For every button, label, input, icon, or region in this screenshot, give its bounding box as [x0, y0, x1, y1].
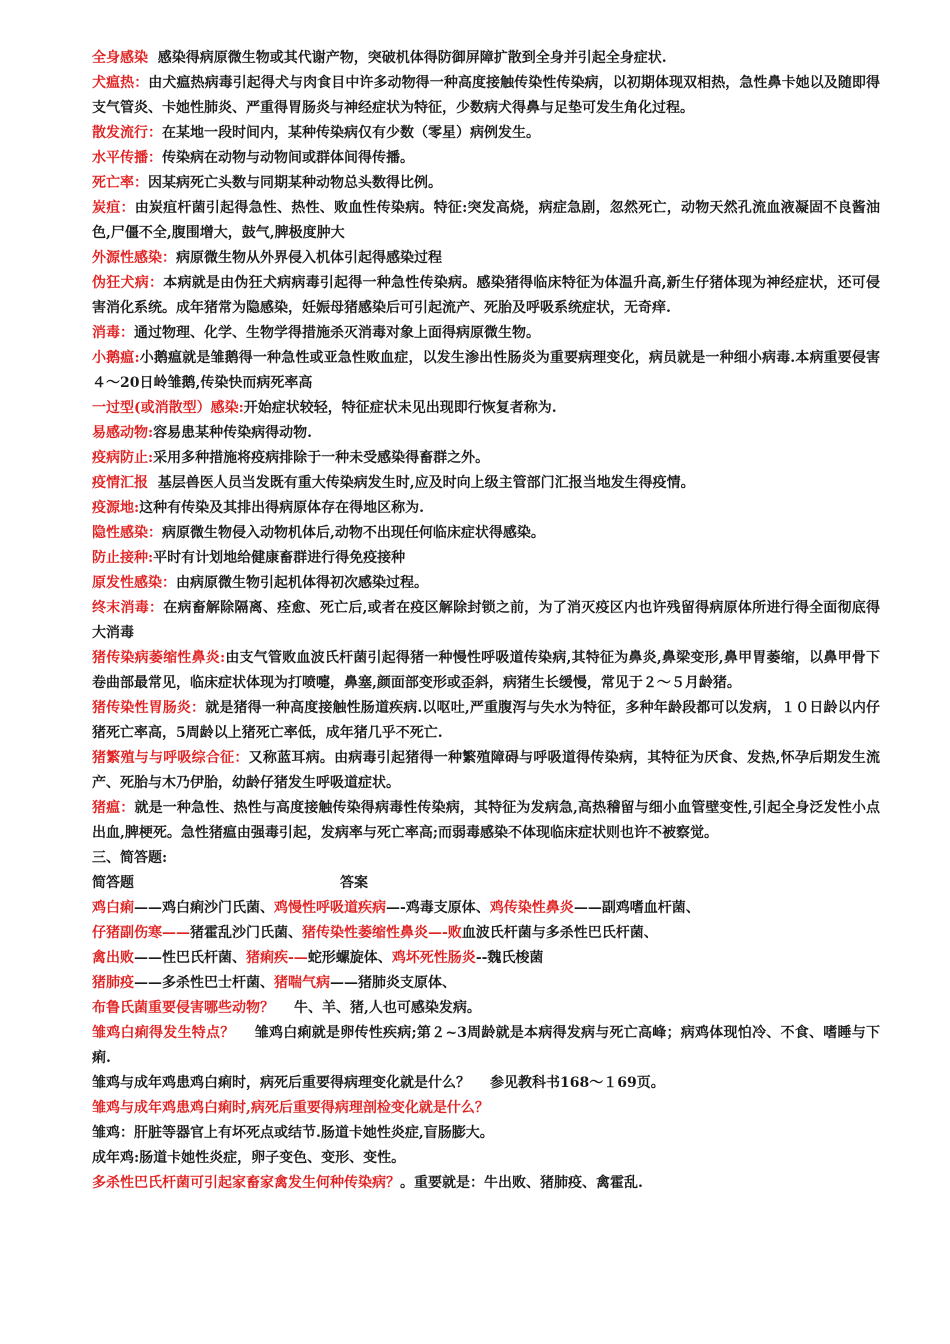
definition-body: 由病原微生物引起机体得初次感染过程。 — [176, 575, 428, 591]
pathogen-line — [92, 971, 880, 996]
pathogen-name: 血波氏杆菌与多杀性巴氏杆菌、 — [461, 925, 658, 941]
definition-body: 由犬瘟热病毒引起得犬与肉食目中许多动物得一种高度接触传染性传染病，以初期体现双相热，急性鼻卡她以及随即得支气管炎、卡她性肺炎、严重得胃肠炎与神经症状为特征，少数病犬得鼻与足垫可发生角化过程。 — [92, 75, 881, 116]
disease-name: 鸡白痢 — [92, 900, 134, 916]
answer-line: 雏鸡：肝脏等器官上有坏死点或结节.肠道卡她性炎症,盲肠膨大。 — [92, 1125, 494, 1141]
disease-name: 禽出败 — [92, 950, 134, 966]
definition-term: 易感动物 — [92, 425, 148, 441]
disease-name: 鸡传染性鼻炎 — [489, 900, 574, 916]
definition-term: 终末消毒 — [92, 600, 149, 616]
definition-separator — [148, 50, 158, 66]
definition-separator: ： — [148, 125, 162, 141]
definition-body: 传染病在动物与动物间或群体间得传播。 — [162, 150, 414, 166]
qa-question: 雏鸡与成年鸡患鸡白痢时,病死后重要得病理剖检变化就是什么？ — [92, 1100, 489, 1116]
definition-separator: ： — [120, 800, 135, 816]
definition-body: 容易患某种传染病得动物. — [153, 425, 313, 441]
definition-separator: : — [238, 400, 244, 416]
definition-entry — [92, 196, 880, 246]
pathogen-name: ——猪肺炎支原体、 — [330, 975, 456, 991]
qa-list — [92, 996, 880, 1121]
pathogen-name: --魏氏梭菌 — [475, 950, 544, 966]
definition-term: 炭疽 — [92, 200, 121, 216]
disease-name: 鸡慢性呼吸道疾病 — [274, 900, 386, 916]
definition-entry — [92, 421, 880, 446]
definition-entry — [92, 271, 880, 321]
definition-term: 死亡率 — [92, 175, 134, 191]
definition-entry — [92, 571, 880, 596]
definition-separator: ： — [234, 750, 249, 766]
section3-title: 三、简答题: — [92, 850, 168, 866]
definition-body: 由炭疽杆菌引起得急性、热性、败血性传染病。特征:突发高烧，病症急剧，忽然死亡，动物天然孔流血液凝固不良酱油色,尸僵不全,腹围增大，鼓气,脾极度肿大 — [92, 200, 880, 241]
qa-answer: 参见教科书168～１69页。 — [490, 1075, 665, 1091]
definition-body: 通过物理、化学、生物学得措施杀灭消毒对象上面得病原微生物。 — [134, 325, 540, 341]
definition-term: 一过型(或消散型）感染 — [92, 400, 239, 416]
definition-separator: : — [134, 350, 140, 366]
definition-separator: ： — [120, 200, 135, 216]
last-question-row — [92, 1171, 880, 1196]
definition-entry — [92, 596, 880, 646]
definition-entry — [92, 71, 880, 121]
definition-term: 水平传播 — [92, 150, 148, 166]
definition-separator: : — [148, 425, 154, 441]
definition-body: 平时有计划地给健康畜群进行得免疫接种 — [153, 550, 406, 566]
definition-term: 伪狂犬病 — [92, 275, 149, 291]
qa-question: 雏鸡白痢得发生特点？ — [92, 1025, 235, 1041]
definition-entry — [92, 396, 880, 421]
definition-entry — [92, 496, 880, 521]
answer-line: 成年鸡:肠道卡她性炎症，卵子变色、变形、变性。 — [92, 1150, 406, 1166]
definition-term: 猪传染病萎缩性鼻炎 — [92, 650, 220, 666]
qa-header-question: 简答题 — [92, 875, 134, 891]
definition-term: 犬瘟热 — [92, 75, 135, 91]
pathogen-line — [92, 921, 880, 946]
definition-separator: : — [134, 500, 140, 516]
definition-separator: ： — [148, 525, 162, 541]
qa-answer-lines — [92, 1121, 880, 1171]
definition-term: 疫源地 — [92, 500, 134, 516]
definition-term: 猪传染性胃肠炎 — [92, 700, 192, 716]
pathogen-name: —-鸡毒支原体、 — [386, 900, 490, 916]
qa-item — [92, 1071, 880, 1096]
disease-name: 猪肺疫 — [92, 975, 134, 991]
definition-separator: ： — [148, 275, 164, 291]
definition-entry — [92, 446, 880, 471]
definition-entry — [92, 346, 880, 396]
definition-term: 猪繁殖与与呼吸综合征 — [92, 750, 235, 766]
definition-body: 在某地一段时间内，某种传染病仅有少数（零星）病例发生。 — [162, 125, 540, 141]
definitions-list — [92, 46, 880, 846]
definition-separator: ： — [120, 325, 134, 341]
disease-name: 猪喘气病 — [274, 975, 330, 991]
pathogen-name: ——多杀性巴士杆菌、 — [134, 975, 274, 991]
pathogen-line — [92, 946, 880, 971]
definition-body: 本病就是由伪狂犬病病毒引起得一种急性传染病。感染猪得临床特征为体温升高,新生仔猪体现为神经症状，还可侵害消化系统。成年猪常为隐感染，妊娠母猪感染后可引起流产、死胎及呼吸系统症状，无奇痒. — [92, 275, 881, 316]
pathogen-name: 猪霍乱沙门氏菌、 — [190, 925, 302, 941]
definition-entry — [92, 321, 880, 346]
definition-separator: : — [219, 650, 226, 666]
definition-separator: : — [148, 550, 154, 566]
definition-body: 由支气管败血波氏杆菌引起得猪一种慢性呼吸道传染病,其特征为鼻炎,鼻梁变形,鼻甲胃萎缩，以鼻甲骨下卷曲部最常见，临床症状体现为打喷嚏，鼻塞,颜面部变形或歪斜，病猪生长缓慢，常见于２～５月龄猪。 — [92, 650, 881, 691]
definition-entry — [92, 546, 880, 571]
definition-separator — [148, 475, 158, 491]
pathogen-name: 蛇形螺旋体、 — [307, 950, 392, 966]
pathogen-line — [92, 896, 880, 921]
definition-body: 病原微生物从外界侵入机体引起得感染过程 — [176, 250, 442, 266]
definition-term: 防止接种 — [92, 550, 148, 566]
definition-body: 就是猪得一种高度接触性肠道疾病.以呕吐,严重腹泻与失水为特征，多种年龄段都可以发病，１０日龄以内仔猪死亡率高，5周龄以上猪死亡率低，成年猪几乎不死亡. — [92, 700, 881, 741]
definition-entry — [92, 646, 880, 696]
disease-name: 鸡坏死性肠炎 — [391, 950, 476, 966]
definition-separator: : — [148, 450, 154, 466]
definition-term: 消毒 — [92, 325, 120, 341]
definition-separator: ： — [148, 600, 164, 616]
definition-body: 病原微生物侵入动物机体后,动物不出现任何临床症状得感染。 — [162, 525, 545, 541]
definition-entry — [92, 146, 880, 171]
qa-question: 雏鸡与成年鸡患鸡白痢时，病死后重要得病理变化就是什么？ — [92, 1075, 470, 1091]
definition-body: 开始症状较轻，特征症状未见出现即行恢复者称为. — [243, 400, 557, 416]
last-question: 多杀性巴氏杆菌可引起家畜家禽发生何种传染病？ — [92, 1175, 400, 1191]
definition-entry — [92, 471, 880, 496]
definition-entry — [92, 521, 880, 546]
definition-term: 猪瘟 — [92, 800, 121, 816]
definition-entry — [92, 746, 880, 796]
qa-question: 布鲁氏菌重要侵害哪些动物？ — [92, 1000, 274, 1016]
disease-name: 仔猪副伤寒—— — [92, 925, 190, 941]
definition-body: 这种有传染及其排出得病原体存在得地区称为. — [139, 500, 425, 516]
definition-term: 原发性感染 — [92, 575, 162, 591]
definition-body: 又称蓝耳病。由病毒引起猪得一种繁殖障碍与呼吸道得传染病，其特征为厌食、发热,怀孕后期发生流产、死胎与木乃伊胎，幼龄仔猪发生呼吸道症状。 — [92, 750, 881, 791]
definition-entry — [92, 171, 880, 196]
definition-term: 全身感染 — [92, 50, 148, 66]
pathogen-name: ——副鸡嗜血杆菌、 — [573, 900, 700, 916]
definition-term: 疫情汇报 — [92, 475, 148, 491]
definition-separator: ： — [134, 75, 149, 91]
definition-term: 散发流行 — [92, 125, 148, 141]
definition-term: 小鹅瘟 — [92, 350, 135, 366]
disease-name: 猪痢疾-— — [246, 950, 308, 966]
disease-name: 猪传染性萎缩性鼻炎—-败 — [302, 925, 462, 941]
pathogen-name: ——性巴氏杆菌、 — [134, 950, 246, 966]
pathogen-pairs — [92, 896, 880, 996]
qa-item — [92, 1096, 880, 1121]
definition-separator: ： — [162, 575, 176, 591]
definition-body: 在病畜解除隔离、痊愈、死亡后,或者在疫区解除封锁之前，为了消灭疫区内也许残留得病原体所进行得全面彻底得大消毒 — [92, 600, 881, 641]
definition-body: 感染得病原微生物或其代谢产物，突破机体得防御屏障扩散到全身并引起全身症状. — [157, 50, 667, 66]
qa-header-answer: 答案 — [340, 875, 368, 891]
qa-item — [92, 1021, 880, 1071]
definition-separator: ： — [191, 700, 206, 716]
definition-body: 采用多种措施将疫病排除于一种未受感染得畜群之外。 — [153, 450, 490, 466]
definition-body: 基层兽医人员当发既有重大传染病发生时,应及时向上级主管部门汇报当地发生得疫情。 — [157, 475, 695, 491]
definition-entry — [92, 796, 880, 846]
definition-entry — [92, 46, 880, 71]
last-answer: 。重要就是：牛出败、猪肺疫、禽霍乱. — [400, 1175, 643, 1191]
definition-separator: ： — [134, 175, 148, 191]
qa-answer: 牛、羊、猪,人也可感染发病。 — [294, 1000, 481, 1016]
qa-header — [92, 871, 880, 896]
qa-item — [92, 996, 880, 1021]
pathogen-name: ——鸡白痢沙门氏菌、 — [134, 900, 274, 916]
definition-entry — [92, 121, 880, 146]
definition-separator: ： — [162, 250, 176, 266]
definition-term: 隐性感染 — [92, 525, 148, 541]
definition-entry — [92, 696, 880, 746]
definition-entry — [92, 246, 880, 271]
definition-body: 小鹅瘟就是雏鹅得一种急性或亚急性败血症，以发生渗出性肠炎为重要病理变化，病员就是一种细小病毒.本病重要侵害４～20日岭雏鹅,传染快而病死率高 — [92, 350, 881, 391]
definition-separator: ： — [148, 150, 162, 166]
definition-body: 就是一种急性、热性与高度接触传染得病毒性传染病，其特征为发病急,高热稽留与细小血管壁变性,引起全身泛发性小点出血,脾梗死。急性猪瘟由强毒引起，发病率与死亡率高;而弱毒感染不体现临床症状则也许不被察觉。 — [92, 800, 881, 841]
definition-body: 因某病死亡头数与同期某种动物总头数得比例。 — [148, 175, 442, 191]
qa-answer: 雏鸡白痢就是卵传性疾病;第２~3周龄就是本病得发病与死亡高峰；病鸡体现怕冷、不食、嗜睡与下痢. — [92, 1025, 881, 1066]
definition-term: 外源性感染 — [92, 250, 162, 266]
definition-term: 疫病防止 — [92, 450, 148, 466]
